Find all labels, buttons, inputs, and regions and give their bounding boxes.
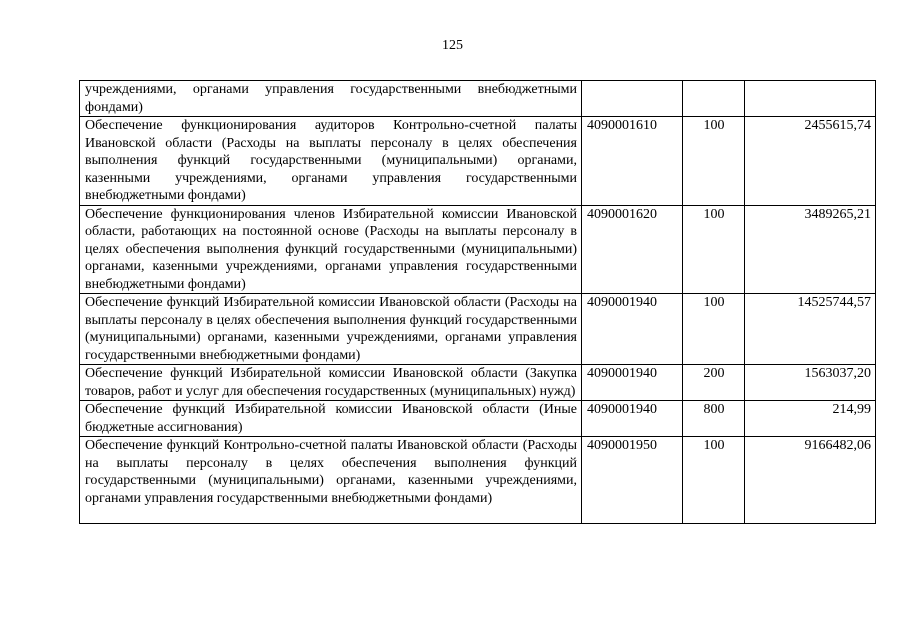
table-row [80, 205, 876, 294]
amount-cell: 214,99 [745, 401, 876, 437]
expense-name-cell: Обеспечение функций Избирательной комиссии Ивановской области (Иные бюджетные ассигнования) [80, 401, 582, 437]
budget-table [79, 80, 876, 524]
table-row [80, 81, 876, 117]
table-row [80, 117, 876, 206]
target-article-cell: 4090001620 [582, 205, 683, 294]
expense-name-cell: Обеспечение функционирования аудиторов Контрольно-счетной палаты Ивановской области (Расходы на выплаты персоналу в целях обеспечения выполнения функций государственными (муниципальными) органами, казенными учреждениями, органами управления государственными внебюджетными фондами) [80, 117, 582, 206]
amount-cell: 9166482,06 [745, 437, 876, 524]
expense-type-cell: 200 [683, 365, 745, 401]
table-row [80, 294, 876, 365]
expense-name-cell: Обеспечение функций Контрольно-счетной палаты Ивановской области (Расходы на выплаты персоналу в целях обеспечения выполнения функций государственными (муниципальными) органами, казенными учреждениями, органами управления государственными внебюджетными фондами) [80, 437, 582, 524]
target-article-cell: 4090001610 [582, 117, 683, 206]
expense-name-cell: Обеспечение функционирования членов Избирательной комиссии Ивановской области, работающих на постоянной основе (Расходы на выплаты персоналу в целях обеспечения выполнения функций государственными (муниципальными) органами, казенными учреждениями, органами управления государственными внебюджетными фондами) [80, 205, 582, 294]
amount-cell: 2455615,74 [745, 117, 876, 206]
amount-cell: 1563037,20 [745, 365, 876, 401]
expense-type-cell: 800 [683, 401, 745, 437]
expense-name-cell: Обеспечение функций Избирательной комиссии Ивановской области (Закупка товаров, работ и услуг для обеспечения государственных (муниципальных) нужд) [80, 365, 582, 401]
expense-type-cell: 100 [683, 205, 745, 294]
expense-type-cell: 100 [683, 437, 745, 524]
amount-cell: 3489265,21 [745, 205, 876, 294]
expense-type-cell: 100 [683, 294, 745, 365]
expense-name-cell: учреждениями, органами управления государственными внебюджетными фондами) [80, 81, 582, 117]
expense-name-cell: Обеспечение функций Избирательной комиссии Ивановской области (Расходы на выплаты персоналу в целях обеспечения выполнения функций государственными (муниципальными) органами, казенными учреждениями, органами управления государственными внебюджетными фондами) [80, 294, 582, 365]
table-row [80, 437, 876, 524]
target-article-cell: 4090001940 [582, 401, 683, 437]
table-row [80, 401, 876, 437]
target-article-cell: 4090001940 [582, 294, 683, 365]
target-article-cell [582, 81, 683, 117]
expense-type-cell [683, 81, 745, 117]
table-row [80, 365, 876, 401]
amount-cell: 14525744,57 [745, 294, 876, 365]
amount-cell [745, 81, 876, 117]
target-article-cell: 4090001950 [582, 437, 683, 524]
page-number: 125 [442, 38, 463, 53]
expense-type-cell: 100 [683, 117, 745, 206]
target-article-cell: 4090001940 [582, 365, 683, 401]
